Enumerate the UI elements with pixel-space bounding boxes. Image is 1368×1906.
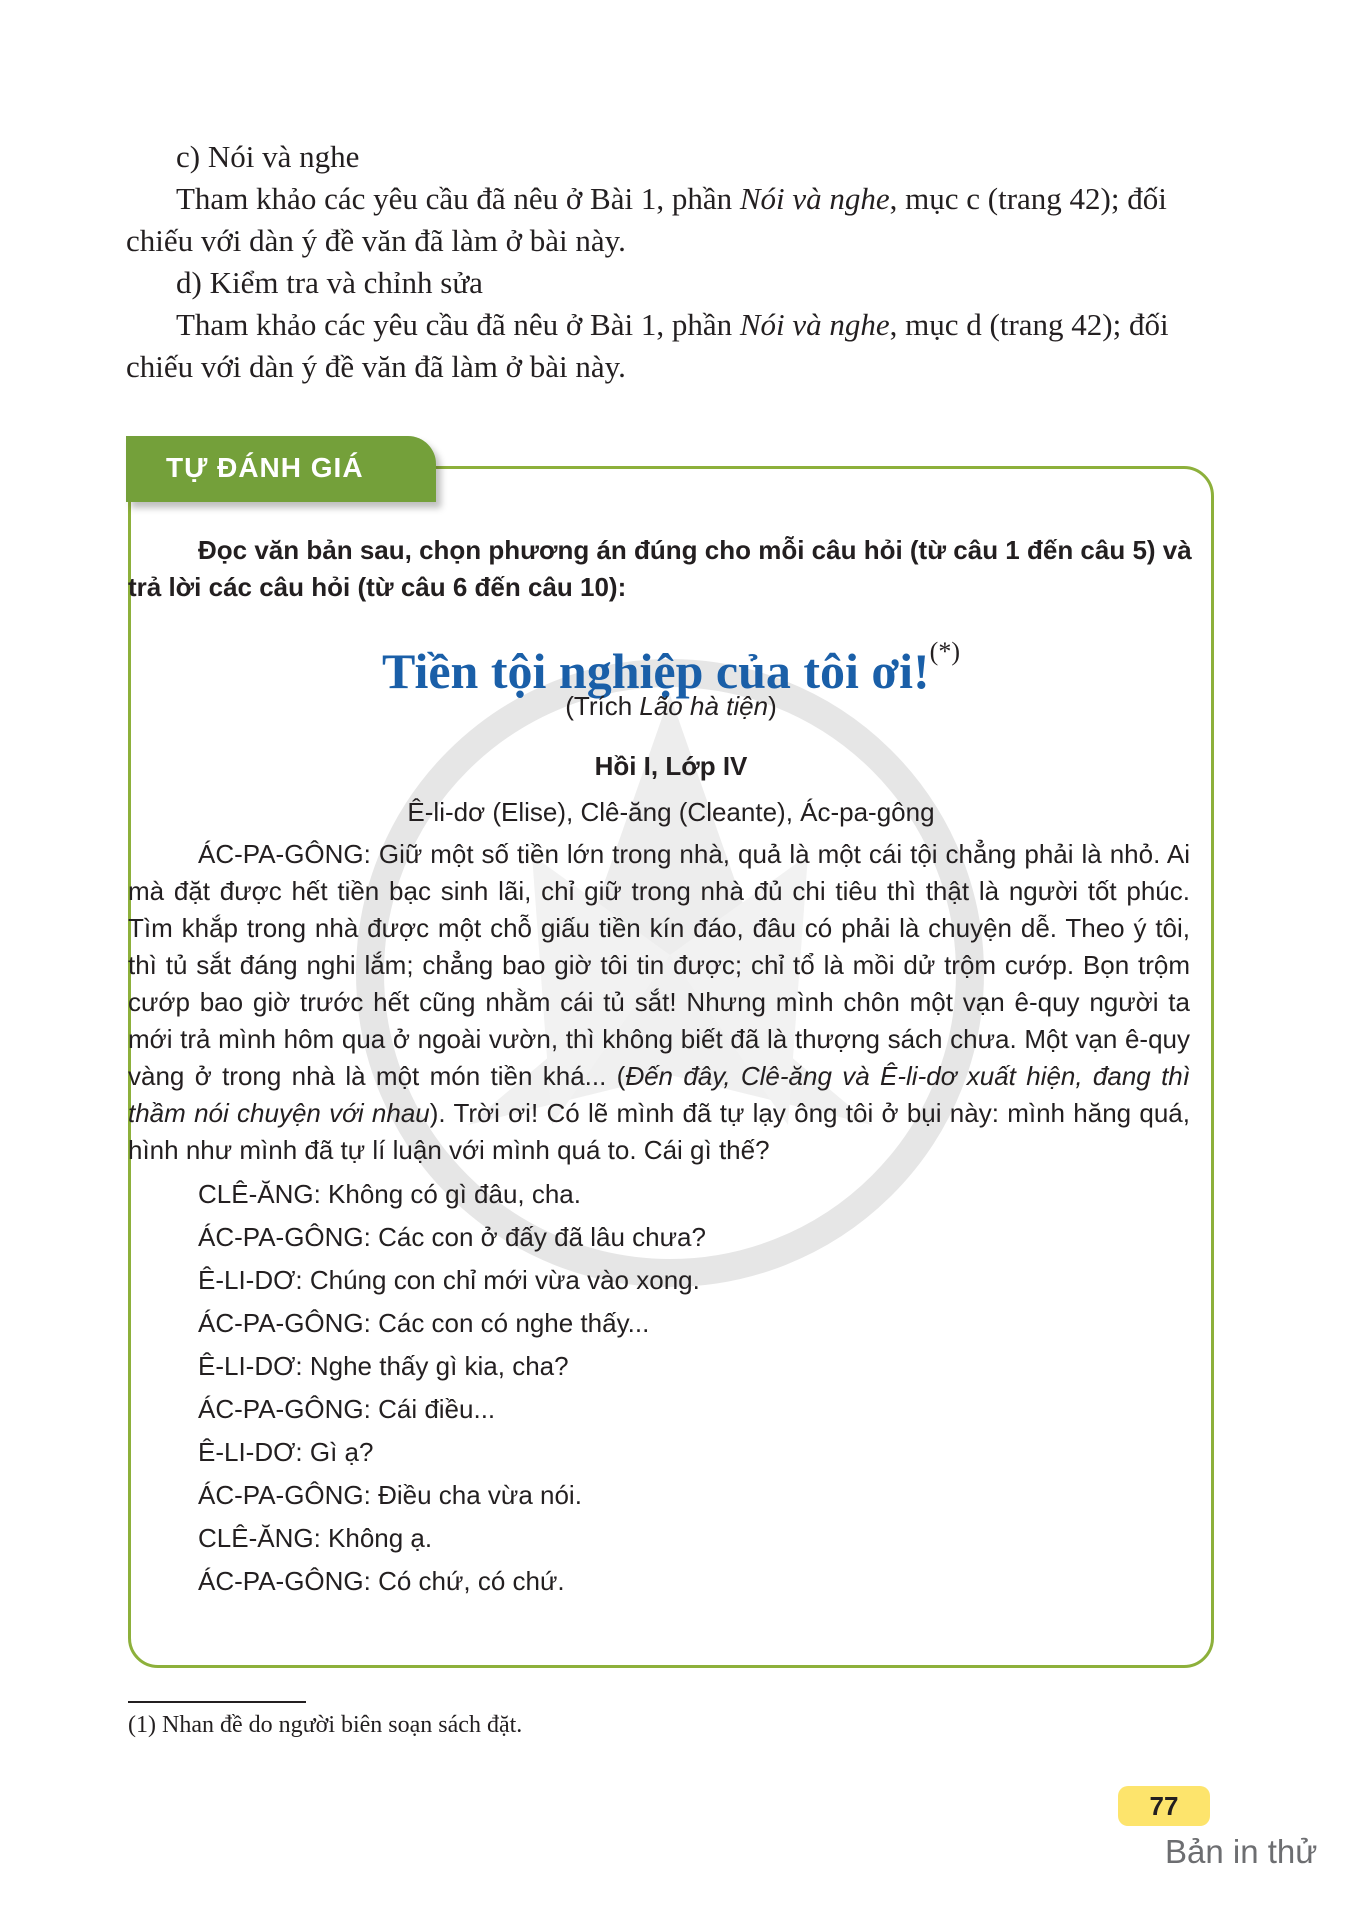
dialogue-line: ÁC-PA-GÔNG: Điều cha vừa nói.: [198, 1480, 582, 1510]
instruction: Đọc văn bản sau, chọn phương án đúng cho mỗi câu hỏi (từ câu 1 đến câu 5) và trả lời các câu hỏi (từ câu 6 đến câu 10):: [128, 535, 1192, 602]
section-c-paragraph: Tham khảo các yêu cầu đã nêu ở Bài 1, phần Nói và nghe, mục c (trang 42); đối chiếu với dàn ý đề văn đã làm ở bài này.: [126, 181, 1167, 258]
dialogue-line: CLÊ-ĂNG: Không ạ.: [198, 1523, 433, 1553]
text-title: Tiền tội nghiệp của tôi ơi!(*): [382, 637, 960, 699]
dialogue-line: ÁC-PA-GÔNG: Các con ở đấy đã lâu chưa?: [198, 1222, 706, 1252]
draft-label: Bản in thử: [1165, 1833, 1318, 1870]
section-d-paragraph: Tham khảo các yêu cầu đã nêu ở Bài 1, phần Nói và nghe, mục d (trang 42); đối chiếu với dàn ý đề văn đã làm ở bài này.: [126, 307, 1169, 384]
footnote-rule: [128, 1701, 306, 1703]
character-list: Ê-li-dơ (Elise), Clê-ăng (Cleante), Ác-pa-gông: [407, 797, 935, 827]
dialogue-line: Ê-LI-DƠ: Nghe thấy gì kia, cha?: [198, 1351, 569, 1381]
text-source: (Trích Lão hà tiện): [565, 691, 777, 721]
dialogue-line: CLÊ-ĂNG: Không có gì đâu, cha.: [198, 1179, 581, 1209]
dialogue-line: Ê-LI-DƠ: Gì ạ?: [198, 1437, 374, 1467]
act-scene: Hồi I, Lớp IV: [594, 751, 748, 781]
dialogue-line: ÁC-PA-GÔNG: Cái điều...: [198, 1394, 496, 1424]
section-d-heading: d) Kiểm tra và chỉnh sửa: [176, 265, 483, 300]
page-number: 77: [1118, 1786, 1210, 1826]
top-section: [126, 136, 1216, 388]
title-footnote-marker: (*): [929, 637, 960, 666]
play-excerpt: [128, 836, 1190, 1603]
section-c-heading: c) Nói và nghe: [176, 139, 360, 174]
dialogue-line: Ê-LI-DƠ: Chúng con chỉ mới vừa vào xong.: [198, 1265, 700, 1295]
stage-direction: Đến đây, Clê-ăng và Ê-li-dơ xuất hiện, đang thì thầm nói chuyện với nhau: [128, 1061, 1190, 1128]
opening-monologue: ÁC-PA-GÔNG: Giữ một số tiền lớn trong nhà, quả là một cái tội chẳng phải là nhỏ. Ai mà đặt được hết tiền bạc sinh lãi, chỉ giữ trong nhà đủ chi tiêu thì thật là người tốt phúc. Tìm khắp trong nhà được một chỗ giấu tiền kín đáo, đâu có phải là chuyện dễ. Theo ý tôi, thì tủ sắt đáng nghi lắm; chẳng bao giờ tôi tin được; chỉ tổ là mồi dử trộm cướp. Bọn trộm cướp bao giờ trước hết cũng nhằm cái tủ sắt! Nhưng mình chôn một vạn ê-quy người ta mới trả mình hôm qua ở ngoài vườn, thì không biết đã là thượng sách chưa. Một vạn ê-quy vàng ở trong nhà là một món tiền khá... (Đến đây, Clê-ăng và Ê-li-dơ xuất hiện, đang thì thầm nói chuyện với nhau). Trời ơi! Có lẽ mình đã tự lạy ông tôi ở bụi này: mình hăng quá, hình như mình đã tự lí luận với mình quá to. Cái gì thế?: [128, 839, 1190, 1165]
self-assessment-tab-label: TỰ ĐÁNH GIÁ: [166, 452, 364, 483]
dialogue-line: ÁC-PA-GÔNG: Có chứ, có chứ.: [198, 1566, 565, 1596]
dialogue-line: ÁC-PA-GÔNG: Các con có nghe thấy...: [198, 1308, 650, 1338]
footnote: (1) Nhan đề do người biên soạn sách đặt.: [128, 1712, 523, 1738]
